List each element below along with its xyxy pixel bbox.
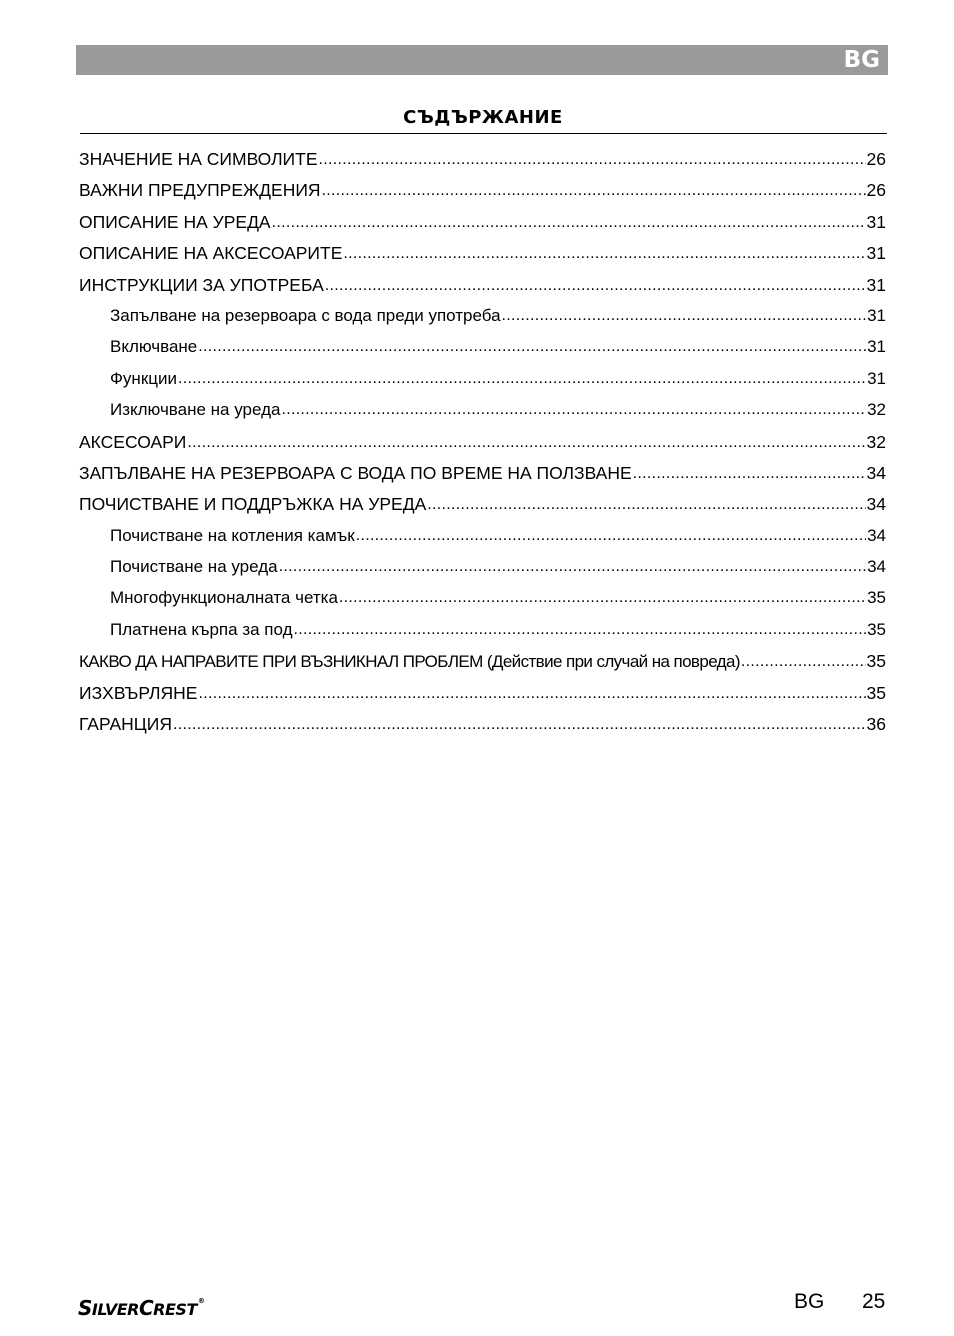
toc-dot-leader (198, 683, 865, 703)
toc-entry-label: КАКВО ДА НАПРАВИТЕ ПРИ ВЪЗНИКНАЛ ПРОБЛЕМ (Действие при случай на повреда) (79, 652, 740, 672)
table-of-contents (79, 149, 886, 745)
toc-entry-label: Платнена кърпа за под (110, 619, 293, 639)
toc-entry-page: 35 (866, 682, 886, 703)
toc-dot-leader (502, 306, 867, 325)
toc-dot-leader (178, 369, 866, 388)
brand-logo: SILVERCREST® (78, 1296, 205, 1320)
toc-entry-label: ВАЖНИ ПРЕДУПРЕЖДЕНИЯ (79, 180, 321, 201)
toc-entry[interactable] (79, 526, 886, 557)
toc-entry-label: АКСЕСОАРИ (79, 431, 187, 452)
toc-entry-page: 36 (866, 714, 886, 735)
toc-entry-page: 31 (866, 274, 886, 295)
toc-entry-page: 32 (866, 431, 886, 452)
toc-entry-label: ОПИСАНИЕ НА УРЕДА (79, 211, 271, 232)
toc-entry[interactable] (79, 180, 886, 211)
toc-entry-page: 31 (867, 305, 886, 325)
toc-dot-leader (294, 620, 867, 639)
toc-entry[interactable] (79, 683, 886, 714)
toc-dot-leader (279, 557, 866, 576)
toc-entry[interactable] (79, 369, 886, 400)
toc-dot-leader (427, 494, 865, 514)
toc-entry-label: Запълване на резервоара с вода преди употреба (110, 305, 501, 325)
toc-entry[interactable] (79, 337, 886, 368)
brand-logo-text: SILVERCREST (78, 1296, 197, 1320)
toc-entry-label: Функции (110, 368, 177, 388)
toc-dot-leader (339, 588, 866, 607)
toc-entry-label: Почистване на уреда (110, 557, 278, 577)
toc-dot-leader (198, 337, 866, 356)
toc-entry-page: 31 (866, 243, 886, 264)
toc-entry-page: 31 (867, 337, 886, 357)
toc-entry[interactable] (79, 588, 886, 619)
toc-entry[interactable] (79, 149, 886, 180)
toc-dot-leader (187, 432, 865, 452)
toc-entry-page: 34 (866, 494, 886, 515)
toc-entry[interactable] (79, 620, 886, 651)
toc-dot-leader (173, 714, 866, 734)
toc-entry-page: 34 (867, 557, 886, 577)
toc-entry[interactable] (79, 306, 886, 337)
toc-entry-page: 35 (867, 619, 886, 639)
toc-entry[interactable] (79, 463, 886, 494)
toc-entry[interactable] (79, 275, 886, 306)
title-divider (80, 133, 887, 134)
toc-entry-page: 34 (867, 525, 886, 545)
toc-entry-label: ИЗХВЪРЛЯНЕ (79, 682, 198, 703)
toc-dot-leader (322, 180, 866, 200)
toc-entry[interactable] (79, 714, 886, 745)
toc-entry[interactable] (79, 212, 886, 243)
toc-entry-label: Почистване на котления камък (110, 525, 355, 545)
toc-dot-leader (281, 400, 866, 419)
toc-dot-leader (319, 149, 866, 169)
toc-entry-label: Изключване на уреда (110, 400, 281, 420)
toc-entry-page: 26 (866, 180, 886, 201)
toc-entry-label: ГАРАНЦИЯ (79, 714, 172, 735)
toc-entry-label: Включване (110, 337, 198, 357)
toc-entry[interactable] (79, 557, 886, 588)
toc-dot-leader (343, 243, 865, 263)
footer-language-code: BG (794, 1290, 825, 1313)
language-header-bar (76, 45, 888, 75)
toc-entry-page: 35 (866, 651, 886, 672)
toc-entry-label: ПОЧИСТВАНЕ И ПОДДРЪЖКА НА УРЕДА (79, 494, 427, 515)
toc-entry-page: 34 (866, 462, 886, 483)
toc-entry[interactable] (79, 243, 886, 274)
toc-dot-leader (633, 463, 866, 483)
toc-dot-leader (741, 651, 866, 671)
page-number: 25 (862, 1290, 886, 1313)
toc-entry-label: Многофункционалната четка (110, 588, 338, 608)
toc-entry-label: ИНСТРУКЦИИ ЗА УПОТРЕБА (79, 274, 324, 295)
toc-entry-label: ОПИСАНИЕ НА АКСЕСОАРИТЕ (79, 243, 343, 264)
toc-dot-leader (272, 212, 866, 232)
toc-entry[interactable] (79, 432, 886, 463)
header-language-code: BG (843, 47, 880, 73)
toc-entry-page: 31 (867, 368, 886, 388)
toc-entry-label: ЗНАЧЕНИЕ НА СИМВОЛИТЕ (79, 149, 318, 169)
toc-entry[interactable] (79, 651, 886, 682)
toc-entry-page: 32 (867, 400, 886, 420)
toc-entry-page: 35 (867, 588, 886, 608)
toc-entry-page: 31 (866, 211, 886, 232)
toc-entry-label: ЗАПЪЛВАНЕ НА РЕЗЕРВОАРА С ВОДА ПО ВРЕМЕ НА ПОЛЗВАНЕ (79, 462, 632, 483)
toc-entry[interactable] (79, 494, 886, 525)
toc-dot-leader (356, 526, 866, 545)
toc-entry-page: 26 (866, 149, 886, 169)
toc-entry[interactable] (79, 400, 886, 431)
toc-title: СЪДЪРЖАНИЕ (403, 107, 563, 128)
toc-dot-leader (325, 275, 866, 295)
